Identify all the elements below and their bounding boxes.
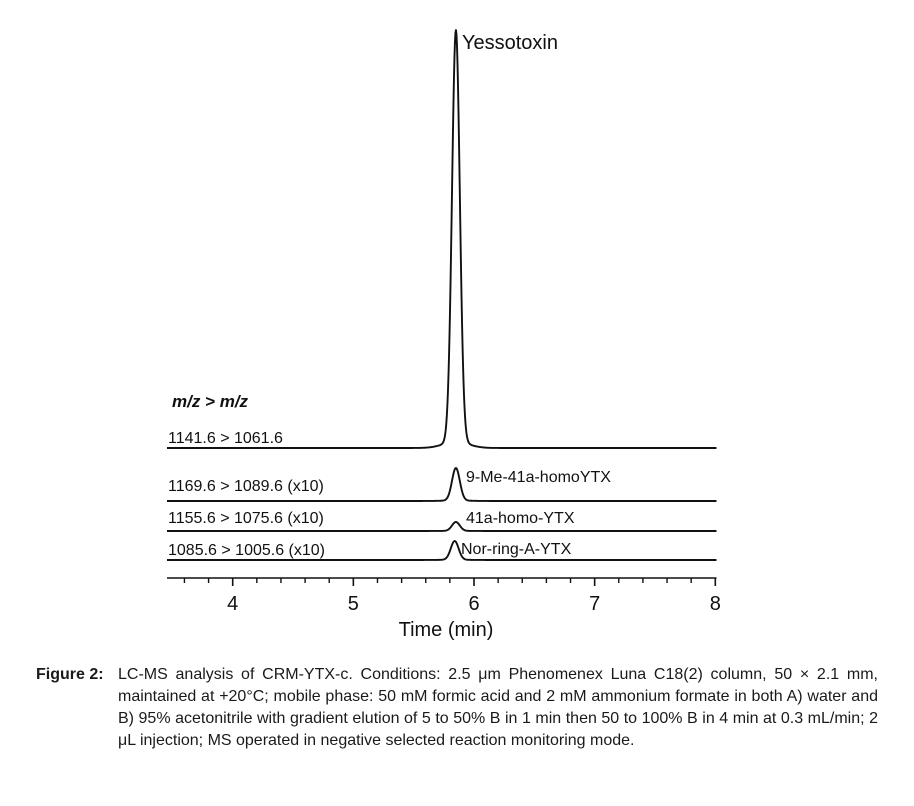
peak-label-9me41a-homoytx: 9-Me-41a-homoYTX xyxy=(466,469,611,486)
axis-tick-label-7: 7 xyxy=(589,593,601,615)
axis-tick-label-5: 5 xyxy=(347,593,359,615)
figure-caption-text: LC-MS analysis of CRM-YTX-c. Conditions: 2.5 μm Phenomenex Luna C18(2) column, 50 × 2.1 mm, maintained at +20°C; mobile phase: 50 mM formic acid and 2 mM ammonium formate in both A) water and B) 95% acetonitrile with gradient elution of 5 to 50% B in 1 min then 50 to 100% B in 4 min at 0.3 mL/min; 2 μL injection; MS operated in negative selected reaction monitoring mode. xyxy=(118,666,878,749)
peak-label-nor-ring-a-ytx: Nor-ring-A-YTX xyxy=(461,541,572,558)
figure-caption xyxy=(36,664,878,752)
axis-tick-label-8: 8 xyxy=(709,593,721,615)
peak-label-41a-homoytx: 41a-homo-YTX xyxy=(466,510,575,527)
figure-caption-number: Figure 2: xyxy=(36,666,104,683)
transition-label-41a-homoytx: 1155.6 > 1075.6 (x10) xyxy=(168,510,324,527)
axis-tick-label-6: 6 xyxy=(468,593,480,615)
transition-label-9me41a-homoytx: 1169.6 > 1089.6 (x10) xyxy=(168,478,324,495)
time-axis xyxy=(167,578,717,586)
peak-label-yessotoxin: Yessotoxin xyxy=(462,32,558,54)
mz-transition-header: m/z > m/z xyxy=(172,392,249,411)
x-axis-title: Time (min) xyxy=(398,619,494,641)
transition-label-nor-ring-a-ytx: 1085.6 > 1005.6 (x10) xyxy=(168,542,326,559)
trace-line-0 xyxy=(167,30,717,448)
axis-tick-label-4: 4 xyxy=(227,593,239,615)
transition-label-yessotoxin: 1141.6 > 1061.6 xyxy=(168,430,283,447)
